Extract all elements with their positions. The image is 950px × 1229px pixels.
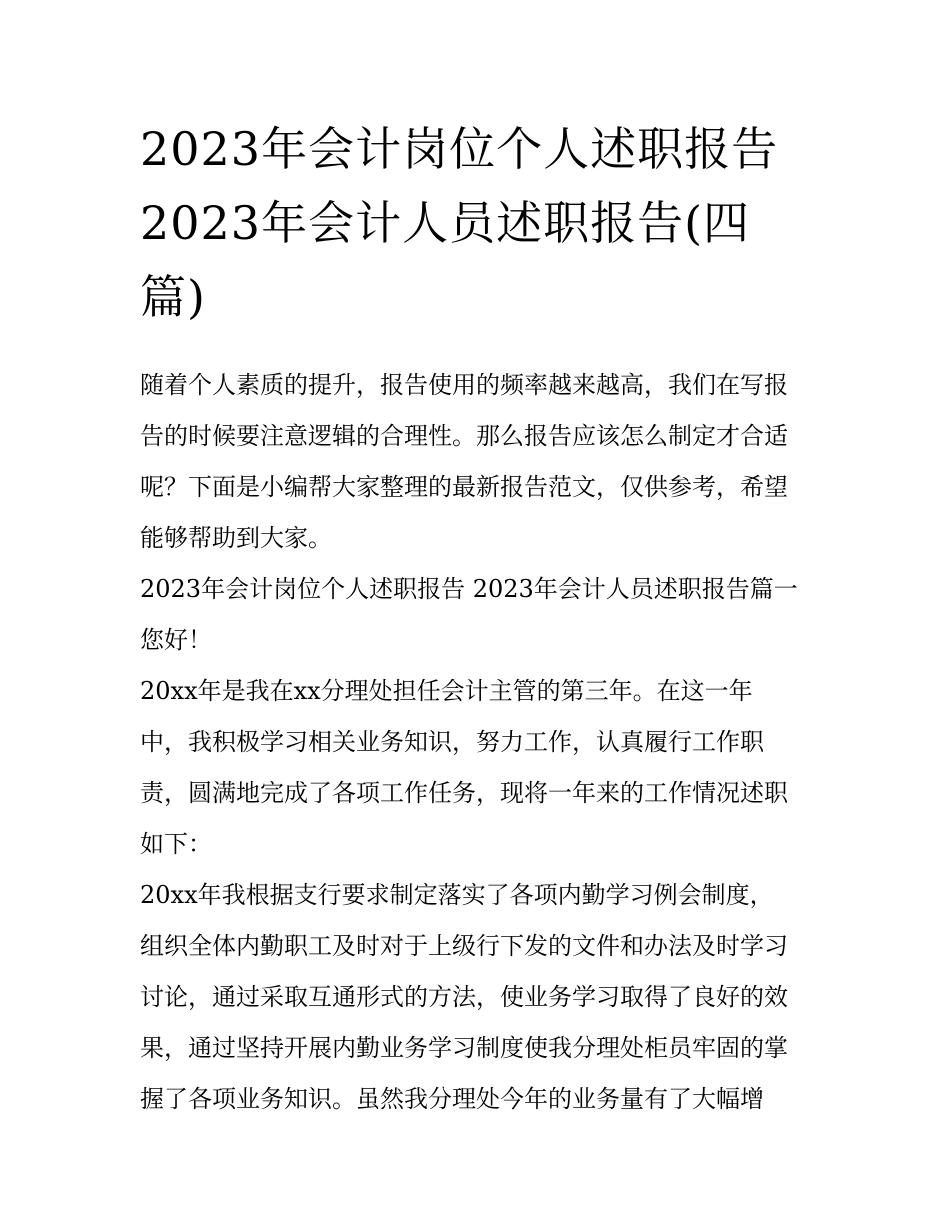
text-line: 随着个人素质的提升，报告使用的频率越来越高，我们在写报 <box>140 371 788 399</box>
greeting-text: 您好！ <box>140 626 212 654</box>
body-paragraph-2 <box>140 870 816 1125</box>
text-line: 如下： <box>140 830 212 858</box>
intro-paragraph <box>140 360 816 564</box>
document-page <box>140 112 816 1125</box>
greeting <box>140 615 816 666</box>
text-line: 20xx年是我在xx分理处担任会计主管的第三年。在这一年 <box>140 677 753 705</box>
title-line: 2023年会计人员述职报告(四 <box>140 196 751 250</box>
text-line: 能够帮助到大家。 <box>140 524 332 552</box>
title-line: 2023年会计岗位个人述职报告 <box>140 122 779 176</box>
text-line: 果，通过坚持开展内勤业务学习制度使我分理处柜员牢固的掌 <box>140 1034 788 1062</box>
text-line: 握了各项业务知识。虽然我分理处今年的业务量有了大幅增 <box>140 1085 764 1113</box>
text-line: 责，圆满地完成了各项工作任务，现将一年来的工作情况述职 <box>140 779 788 807</box>
section-heading <box>140 564 816 615</box>
document-body <box>140 360 816 1125</box>
text-line: 呢？下面是小编帮大家整理的最新报告范文，仅供参考，希望 <box>140 473 788 501</box>
text-line: 中，我积极学习相关业务知识，努力工作，认真履行工作职 <box>140 728 764 756</box>
document-title <box>140 112 816 334</box>
section-heading-text: 2023年会计岗位个人述职报告 2023年会计人员述职报告篇一 <box>140 575 798 603</box>
text-line: 讨论，通过采取互通形式的方法，使业务学习取得了良好的效 <box>140 983 788 1011</box>
title-line: 篇) <box>140 270 206 324</box>
text-line: 组织全体内勤职工及时对于上级行下发的文件和办法及时学习 <box>140 932 788 960</box>
text-line: 20xx年我根据支行要求制定落实了各项内勤学习例会制度， <box>140 881 774 909</box>
body-paragraph-1 <box>140 666 816 870</box>
text-line: 告的时候要注意逻辑的合理性。那么报告应该怎么制定才合适 <box>140 422 788 450</box>
